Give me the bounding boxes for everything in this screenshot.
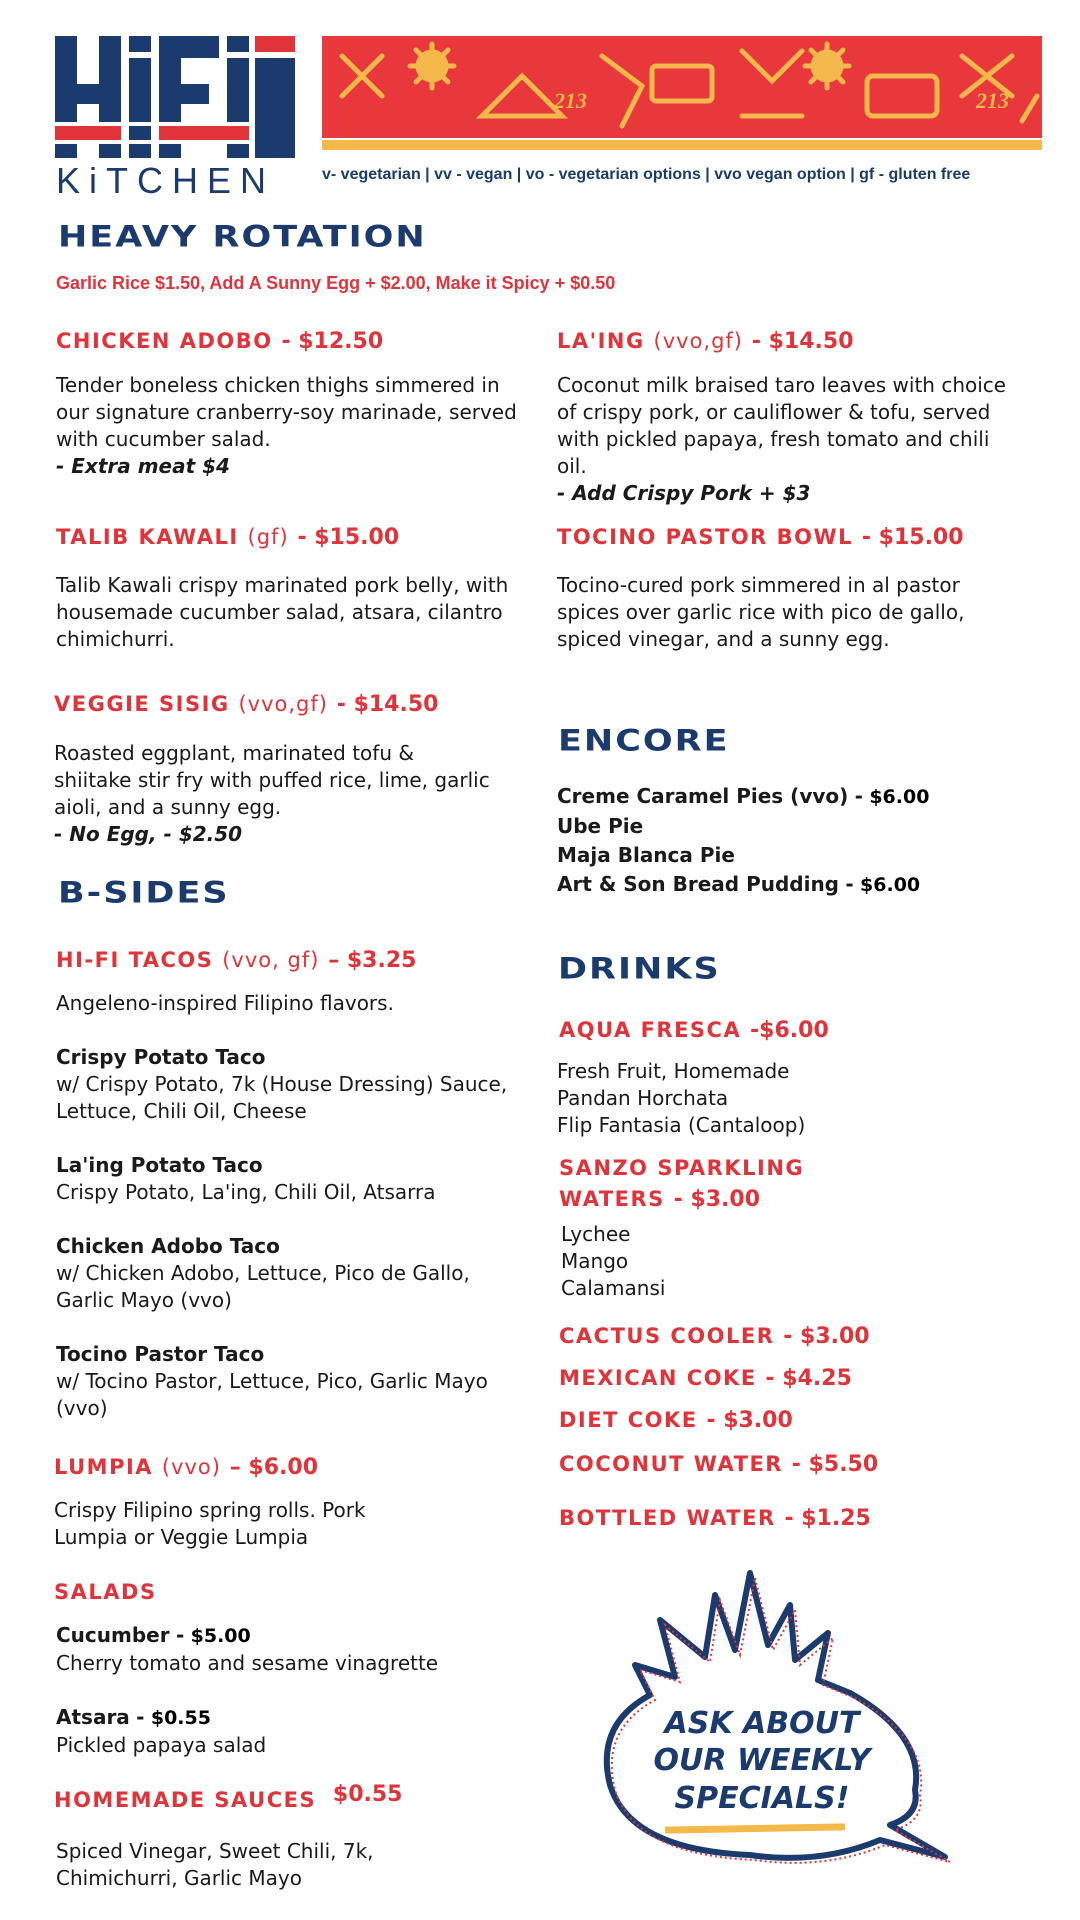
salad-desc: Cherry tomato and sesame vinagrette <box>56 1651 439 1675</box>
item-description: Tender boneless chicken thighs simmered in our signature cranberry-soy marinade, served with cucumber salad. <box>56 373 517 451</box>
add-ons-line: Garlic Rice $1.50, Add A Sunny Egg + $2.00, Make it Spicy + $0.50 <box>56 273 616 293</box>
dietary-legend: v- vegetarian | vv - vegan | vo - vegetarian options | vvo vegan option | gf - gluten free <box>322 166 971 183</box>
item-title-aqua-fresca <box>559 1018 829 1043</box>
banner-pattern <box>322 36 1042 138</box>
drink-coconut-water: COCONUT WATER - $5.50 <box>559 1452 879 1477</box>
drink-mexican-coke: MEXICAN COKE - $4.25 <box>559 1366 852 1391</box>
item-title-chicken-adobo <box>56 329 383 354</box>
salad-atsara: Atsara - $0.55 Pickled papaya salad <box>56 1704 526 1759</box>
item-title-hifi-tacos <box>56 948 416 973</box>
specials-line-3: SPECIALS! <box>674 1781 850 1816</box>
taco-name: La'ing Potato Taco <box>56 1153 263 1177</box>
taco-name: Chicken Adobo Taco <box>56 1234 280 1258</box>
item-name: HI-FI TACOS <box>56 948 214 972</box>
item-title-veggie-sisig <box>54 692 438 717</box>
item-desc-veggie-sisig <box>54 740 494 848</box>
item-price: – $3.25 <box>328 948 417 973</box>
taco-name: Tocino Pastor Taco <box>56 1342 265 1366</box>
heading-encore: ENCORE <box>558 724 730 758</box>
item-title-homemade-sauces <box>54 1782 403 1813</box>
item-tag: (vvo) <box>161 1455 221 1479</box>
item-price: - $15.00 <box>297 525 400 550</box>
salad-desc: Pickled papaya salad <box>56 1733 267 1757</box>
encore-item: Art & Son Bread Pudding - $6.00 <box>557 872 921 896</box>
banner-art-text: 213 <box>554 88 587 113</box>
item-name: SANZO SPARKLING <box>559 1156 805 1180</box>
heading-salads: SALADS <box>54 1580 157 1604</box>
item-desc-tocino-pastor-bowl: Tocino-cured pork simmered in al pastor spices over garlic rice with pico de gallo, spiced vinegar, and a sunny egg. <box>557 573 965 651</box>
item-name: VEGGIE SISIG <box>54 692 230 716</box>
item-price: - $15.00 <box>861 525 964 550</box>
item-desc-chicken-adobo <box>56 372 536 480</box>
aqua-fresca-flavors: Fresh Fruit, Homemade Pandan Horchata Flip Fantasia (Cantaloop) <box>557 1059 806 1137</box>
item-desc-talib-kawali: Talib Kawali crispy marinated pork belly, with housemade cucumber salad, atsara, cilantro chimichurri. <box>56 573 509 651</box>
item-name: LUMPIA <box>54 1455 154 1479</box>
item-description: Roasted eggplant, marinated tofu & shiitake stir fry with puffed rice, lime, garlic aioli, and a sunny egg. <box>54 741 490 819</box>
kitchen-wordmark: KiTCHEN <box>56 160 276 201</box>
encore-item: Ube Pie <box>557 814 644 838</box>
drink-diet-coke: DIET COKE - $3.00 <box>559 1408 793 1433</box>
drink-bottled-water: BOTTLED WATER - $1.25 <box>559 1506 871 1531</box>
item-desc-homemade-sauces: Spiced Vinegar, Sweet Chili, 7k, Chimichurri, Garlic Mayo <box>56 1839 374 1890</box>
item-extra: - Extra meat $4 <box>56 454 230 478</box>
heading-b-sides: B-SIDES <box>58 876 230 910</box>
taco-chicken-adobo <box>56 1233 486 1314</box>
taco-desc: w/ Chicken Adobo, Lettuce, Pico de Gallo, Garlic Mayo (vvo) <box>56 1261 470 1312</box>
specials-line-1: ASK ABOUT <box>664 1706 860 1741</box>
item-name: LA'ING <box>557 329 645 353</box>
weekly-specials-burst <box>590 1565 950 1865</box>
item-tag: (gf) <box>247 525 289 549</box>
item-description: Coconut milk braised taro leaves with choice of crispy pork, or cauliflower & tofu, served with pickled papaya, fresh tomato and chili oil. <box>557 373 1007 478</box>
banner-art-text-2: 213 <box>976 88 1009 113</box>
item-title-talib-kawali <box>56 525 399 550</box>
salad-cucumber: Cucumber - $5.00 Cherry tomato and sesame vinagrette <box>56 1622 526 1677</box>
item-tag: (vvo,gf) <box>238 692 328 716</box>
item-name: HOMEMADE SAUCES <box>54 1788 317 1812</box>
item-title-sanzo <box>559 1153 804 1215</box>
taco-desc: w/ Tocino Pastor, Lettuce, Pico, Garlic Mayo (vvo) <box>56 1369 488 1420</box>
item-desc-laing <box>557 372 1007 507</box>
item-name: TOCINO PASTOR BOWL <box>557 525 854 549</box>
encore-item: Creme Caramel Pies (vvo) - $6.00 <box>557 784 930 808</box>
taco-laing-potato <box>56 1152 516 1206</box>
item-price: - $12.50 <box>281 329 384 354</box>
salad-name: Cucumber <box>56 1623 170 1647</box>
taco-desc: Crispy Potato, La'ing, Chili Oil, Atsarra <box>56 1180 436 1204</box>
sanzo-flavors: Lychee Mango Calamansi <box>561 1222 666 1300</box>
tacos-intro: Angeleno-inspired Filipino flavors. <box>56 991 394 1015</box>
salad-price: $5.00 <box>190 1625 251 1647</box>
specials-line-2: OUR WEEKLY <box>653 1743 871 1778</box>
item-name-2: WATERS <box>559 1187 665 1211</box>
item-price: - $3.00 <box>673 1187 761 1212</box>
drink-cactus-cooler: CACTUS COOLER - $3.00 <box>559 1324 870 1349</box>
item-price: – $6.00 <box>229 1455 319 1480</box>
taco-name: Crispy Potato Taco <box>56 1045 266 1069</box>
item-title-tocino-pastor-bowl <box>557 525 964 550</box>
item-extra: - Add Crispy Pork + $3 <box>557 481 811 505</box>
item-title-lumpia <box>54 1455 318 1480</box>
header-banner <box>322 36 1042 138</box>
item-desc-lumpia: Crispy Filipino spring rolls. Pork Lumpia or Veggie Lumpia <box>54 1498 366 1549</box>
item-price: -$6.00 <box>750 1018 829 1043</box>
heading-heavy-rotation: HEAVY ROTATION <box>58 220 427 254</box>
salad-name: Atsara <box>56 1705 130 1729</box>
taco-tocino-pastor <box>56 1341 506 1422</box>
encore-item: Maja Blanca Pie <box>557 843 735 867</box>
item-tag: (vvo, gf) <box>222 948 320 972</box>
salad-price: $0.55 <box>150 1707 211 1729</box>
taco-desc: w/ Crispy Potato, 7k (House Dressing) Sauce, Lettuce, Chili Oil, Cheese <box>56 1072 508 1123</box>
banner-stripe <box>322 140 1042 150</box>
heading-drinks: DRINKS <box>558 952 721 986</box>
item-price: - $14.50 <box>336 692 439 717</box>
item-name: TALIB KAWALI <box>56 525 239 549</box>
item-price: $0.55 <box>332 1782 403 1807</box>
taco-crispy-potato <box>56 1044 516 1125</box>
item-name: AQUA FRESCA <box>559 1018 742 1042</box>
item-extra: - No Egg, - $2.50 <box>54 822 243 846</box>
hifi-logo <box>55 36 295 158</box>
item-tag: (vvo,gf) <box>653 329 744 353</box>
item-price: - $14.50 <box>751 329 854 354</box>
item-title-laing <box>557 329 854 354</box>
item-name: CHICKEN ADOBO <box>56 329 273 353</box>
encore-list <box>557 782 1037 900</box>
